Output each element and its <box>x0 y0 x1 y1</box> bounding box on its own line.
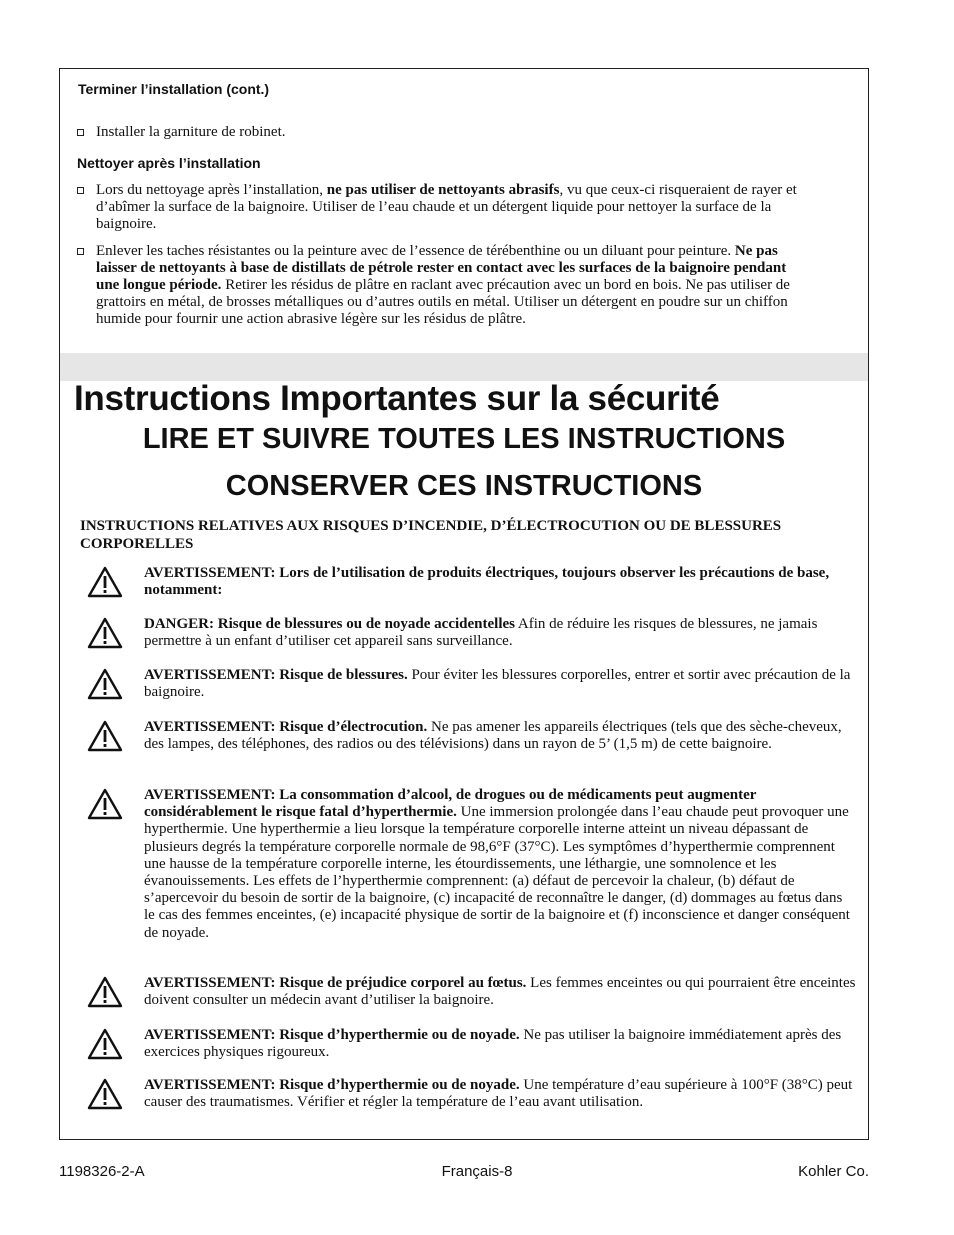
safety-intro: INSTRUCTIONS RELATIVES AUX RISQUES D’INCENDIE, D’ÉLECTROCUTION OU DE BLESSURES CORPORELLES <box>80 518 782 552</box>
section-title-finish-install: Terminer l’installation (cont.) <box>78 81 270 97</box>
section-title-cleaning: Nettoyer après l’installation <box>77 155 261 171</box>
warning-triangle-icon <box>86 565 124 599</box>
warning-item <box>86 616 856 650</box>
footer-page-number: Français-8 <box>441 1163 513 1180</box>
warning-text: AVERTISSEMENT: Lors de l’utilisation de produits électriques, toujours observer les précautions de base, notamment: <box>144 565 830 599</box>
warning-item <box>86 975 856 1009</box>
warning-item <box>86 565 856 599</box>
warning-text: AVERTISSEMENT: Risque d’hyperthermie ou de noyade. Ne pas utiliser la baignoire immédiatement après des exercices physiques rigoureux. <box>144 1027 842 1061</box>
safety-subheading-keep: CONSERVER CES INSTRUCTIONS <box>225 470 703 502</box>
warning-triangle-icon <box>86 719 124 753</box>
warning-item <box>86 1027 856 1061</box>
warning-text: AVERTISSEMENT: Risque de blessures. Pour éviter les blessures corporelles, entrer et sortir avec précaution de la baignoire. <box>144 667 851 701</box>
warning-text: AVERTISSEMENT: Risque d’hyperthermie ou de noyade. Une température d’eau supérieure à 100°F (38°C) peut causer des traumatismes. Vérifier et régler la température de l’eau avant utilisation. <box>144 1077 853 1111</box>
warning-item <box>86 1077 856 1111</box>
safety-heading: Instructions Importantes sur la sécurité <box>74 379 720 418</box>
warning-item <box>86 787 856 942</box>
bullet-box-icon <box>77 129 84 136</box>
bullet-box-icon <box>77 248 84 255</box>
list-item <box>77 243 807 328</box>
safety-subheading-read: LIRE ET SUIVRE TOUTES LES INSTRUCTIONS <box>142 423 786 455</box>
list-item <box>77 182 807 233</box>
warning-triangle-icon <box>86 667 124 701</box>
warning-triangle-icon <box>86 975 124 1009</box>
list-item-text: Installer la garniture de robinet. <box>96 124 286 140</box>
footer-company: Kohler Co. <box>798 1163 869 1180</box>
warning-triangle-icon <box>86 787 124 821</box>
footer-doc-number: 1198326-2-A <box>59 1163 145 1180</box>
warning-triangle-icon <box>86 1077 124 1111</box>
warning-triangle-icon <box>86 1027 124 1061</box>
warning-item <box>86 719 856 753</box>
list-item <box>77 124 807 141</box>
list-item-text: Enlever les taches résistantes ou la peinture avec de l’essence de térébenthine ou un diluant pour peinture. Ne pas laisser de nettoyants à base de distillats de pétrole rester en contact avec les surfaces de la baignoire pendant une longue période. Retirer les résidus de plâtre en raclant avec précaution avec un bord en bois. Ne pas utiliser de grattoirs en métal, de brosses métalliques ou d’autres outils en métal. Utiliser un détergent en poudre sur un chiffon humide pour fournir une action abrasive légère sur les résidus de plâtre. <box>96 243 790 327</box>
warning-text: AVERTISSEMENT: La consommation d’alcool, de drogues ou de médicaments peut augmenter considérablement le risque fatal d’hyperthermie. Une immersion prolongée dans l’eau chaude peut provoquer une hyperthermie. Une hyperthermie a lieu lorsque la température corporelle interne atteint un niveau dépassant de plusieurs degrés la température corporelle normale de 98,6°F (37°C). Les symptômes d’hyperthermie comprennent une hausse de la température corporelle interne, les étourdissements, une léthargie, une somnolence et les évanouissements. Les effets de l’hyperthermie comprennent: (a) défaut de percevoir la chaleur, (b) défaut de s’apercevoir du besoin de sortir de la baignoire, (c) incapacité de reconnaître le danger, (d) dommages au fœtus dans le cas des femmes enceintes, (e) incapacité physique de sortir de la baignoire et (f) inconscience et danger conséquent de noyade. <box>144 787 850 941</box>
bullet-box-icon <box>77 187 84 194</box>
warning-text: AVERTISSEMENT: Risque d’électrocution. Ne pas amener les appareils électriques (tels que des sèche-cheveux, des lampes, des téléphones, des radios ou des télévisions) dans un rayon de 5’ (1,5 m) de cette baignoire. <box>144 719 842 753</box>
list-item-text: Lors du nettoyage après l’installation, ne pas utiliser de nettoyants abrasifs, vu que ceux-ci risqueraient de rayer et d’abîmer la surface de la baignoire. Utiliser de l’eau chaude et un détergent liquide pour nettoyer la surface de la baignoire. <box>96 182 797 232</box>
warning-item <box>86 667 856 701</box>
warning-text: DANGER: Risque de blessures ou de noyade accidentelles Afin de réduire les risques de blessures, ne jamais permettre à un enfant d’utiliser cet appareil sans surveillance. <box>144 616 818 650</box>
warning-triangle-icon <box>86 616 124 650</box>
warning-text: AVERTISSEMENT: Risque de préjudice corporel au fœtus. Les femmes enceintes ou qui pourraient être enceintes doivent consulter un médecin avant d’utiliser la baignoire. <box>144 975 856 1009</box>
section-divider-band <box>60 353 868 381</box>
